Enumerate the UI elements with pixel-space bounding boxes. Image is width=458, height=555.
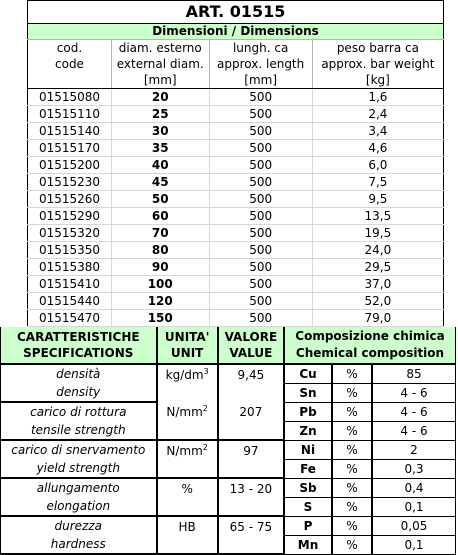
cell-diam: 150 xyxy=(111,310,209,327)
col-length-it: lungh. ca xyxy=(209,40,312,57)
cell-diam: 120 xyxy=(111,293,209,310)
spec-name-en: elongation xyxy=(1,497,157,516)
value-header-it: VALORE xyxy=(224,330,278,344)
cell-diam: 80 xyxy=(111,242,209,259)
cell-diam: 40 xyxy=(111,157,209,174)
col-diam-en: external diam. xyxy=(111,56,209,72)
chem-element: Cu xyxy=(285,364,332,384)
chem-unit: % xyxy=(332,422,372,441)
chem-value: 4 - 6 xyxy=(372,384,456,403)
cell-code: 01515350 xyxy=(28,242,112,259)
cell-code: 01515140 xyxy=(28,123,112,140)
spec-unit: $N/mm^2$ xyxy=(157,402,218,440)
chem-unit: % xyxy=(332,460,372,479)
table-row xyxy=(28,157,444,174)
chem-unit: % xyxy=(332,498,372,517)
spec-name-en: yield strength xyxy=(1,459,157,478)
chem-unit: % xyxy=(332,441,372,460)
specifications-table xyxy=(0,327,285,555)
chem-element: S xyxy=(285,498,332,517)
cell-code: 01515200 xyxy=(28,157,112,174)
cell-code: 01515380 xyxy=(28,259,112,276)
cell-diam: 30 xyxy=(111,123,209,140)
table-row xyxy=(28,191,444,208)
chem-row xyxy=(285,403,456,422)
chem-unit: % xyxy=(332,403,372,422)
cell-weight: 52,0 xyxy=(312,293,443,310)
cell-weight: 7,5 xyxy=(312,174,443,191)
cell-length: 500 xyxy=(209,259,312,276)
cell-code: 01515410 xyxy=(28,276,112,293)
spec-unit: HB xyxy=(157,516,218,554)
chem-row xyxy=(285,517,456,536)
table-row xyxy=(28,106,444,123)
chem-value: 0,1 xyxy=(372,536,456,555)
spec-header-en: SPECIFICATIONS xyxy=(23,346,134,360)
spec-name-en: density xyxy=(1,383,157,402)
cell-code: 01515440 xyxy=(28,293,112,310)
spec-name-it: durezza xyxy=(1,516,157,535)
chem-row xyxy=(285,384,456,403)
chem-unit: % xyxy=(332,536,372,555)
table-row xyxy=(28,276,444,293)
col-code-en: code xyxy=(28,56,112,72)
chem-row xyxy=(285,364,456,384)
cell-length: 500 xyxy=(209,174,312,191)
table-row xyxy=(28,259,444,276)
cell-weight: 29,5 xyxy=(312,259,443,276)
dimensions-subtitle: Dimensioni / Dimensions xyxy=(28,24,444,40)
chem-value: 0,05 xyxy=(372,517,456,536)
cell-code: 01515260 xyxy=(28,191,112,208)
chem-element: Mn xyxy=(285,536,332,555)
cell-length: 500 xyxy=(209,208,312,225)
cell-diam: 60 xyxy=(111,208,209,225)
cell-length: 500 xyxy=(209,242,312,259)
table-row xyxy=(28,140,444,157)
cell-length: 500 xyxy=(209,157,312,174)
chem-header xyxy=(285,327,456,364)
chem-unit: % xyxy=(332,364,372,384)
cell-diam: 25 xyxy=(111,106,209,123)
spec-header-it: CARATTERISTICHE xyxy=(16,330,140,344)
chem-value: 4 - 6 xyxy=(372,403,456,422)
chem-element: Zn xyxy=(285,422,332,441)
chem-value: 4 - 6 xyxy=(372,422,456,441)
col-weight-it: peso barra ca xyxy=(312,40,443,57)
chem-element: P xyxy=(285,517,332,536)
cell-diam: 50 xyxy=(111,191,209,208)
chem-element: Sn xyxy=(285,384,332,403)
chem-header-it: Composizione chimica xyxy=(295,329,445,343)
spec-header-unit xyxy=(157,327,218,364)
cell-weight: 13,5 xyxy=(312,208,443,225)
cell-weight: 9,5 xyxy=(312,191,443,208)
chem-unit: % xyxy=(332,384,372,403)
col-code-it: cod. xyxy=(28,40,112,57)
chem-value: 85 xyxy=(372,364,456,384)
spec-unit: % xyxy=(157,478,218,516)
cell-code: 01515080 xyxy=(28,89,112,106)
chem-value: 0,3 xyxy=(372,460,456,479)
spec-name-it: densità xyxy=(1,364,157,383)
cell-length: 500 xyxy=(209,225,312,242)
col-weight-unit: [kg] xyxy=(312,72,443,89)
table-row xyxy=(28,242,444,259)
spec-value: 97 xyxy=(218,440,284,478)
dimensions-table xyxy=(27,0,444,327)
cell-code: 01515320 xyxy=(28,225,112,242)
spec-unit: $kg/dm^3$ xyxy=(157,364,218,402)
table-row xyxy=(28,174,444,191)
chem-element: Pb xyxy=(285,403,332,422)
cell-diam: 90 xyxy=(111,259,209,276)
chem-value: 2 xyxy=(372,441,456,460)
col-length-en: approx. length xyxy=(209,56,312,72)
spec-name-en: hardness xyxy=(1,535,157,554)
chem-row xyxy=(285,536,456,555)
cell-diam: 35 xyxy=(111,140,209,157)
cell-weight: 19,5 xyxy=(312,225,443,242)
cell-length: 500 xyxy=(209,310,312,327)
chem-value: 0,1 xyxy=(372,498,456,517)
chem-value: 0,4 xyxy=(372,479,456,498)
article-title: ART. 01515 xyxy=(28,1,444,24)
chemical-composition-table xyxy=(285,327,456,555)
cell-weight: 4,6 xyxy=(312,140,443,157)
cell-code: 01515470 xyxy=(28,310,112,327)
chem-element: Fe xyxy=(285,460,332,479)
cell-weight: 37,0 xyxy=(312,276,443,293)
cell-length: 500 xyxy=(209,293,312,310)
spec-value: 13 - 20 xyxy=(218,478,284,516)
col-diam-unit: [mm] xyxy=(111,72,209,89)
cell-diam: 100 xyxy=(111,276,209,293)
spec-name-en: tensile strength xyxy=(1,421,157,440)
table-row xyxy=(28,293,444,310)
cell-length: 500 xyxy=(209,276,312,293)
table-row xyxy=(28,225,444,242)
spec-unit: $N/mm^2$ xyxy=(157,440,218,478)
cell-weight: 6,0 xyxy=(312,157,443,174)
chem-row xyxy=(285,460,456,479)
chem-row xyxy=(285,479,456,498)
cell-diam: 45 xyxy=(111,174,209,191)
cell-weight: 2,4 xyxy=(312,106,443,123)
chem-header-en: Chemical composition xyxy=(295,346,445,360)
table-row xyxy=(28,123,444,140)
cell-length: 500 xyxy=(209,123,312,140)
spec-value: 65 - 75 xyxy=(218,516,284,554)
chem-unit: % xyxy=(332,517,372,536)
cell-diam: 70 xyxy=(111,225,209,242)
chem-row xyxy=(285,441,456,460)
chem-unit: % xyxy=(332,479,372,498)
cell-weight: 1,6 xyxy=(312,89,443,106)
cell-length: 500 xyxy=(209,106,312,123)
table-row xyxy=(28,310,444,327)
spec-header-characteristics xyxy=(1,327,157,364)
cell-code: 01515170 xyxy=(28,140,112,157)
chem-row xyxy=(285,422,456,441)
table-row xyxy=(28,208,444,225)
chem-element: Ni xyxy=(285,441,332,460)
col-code-unit xyxy=(28,72,112,89)
unit-header-it: UNITA' xyxy=(164,330,210,344)
chem-row xyxy=(285,498,456,517)
col-weight-en: approx. bar weight xyxy=(312,56,443,72)
spec-header-value xyxy=(218,327,284,364)
spec-name-it: carico di rottura xyxy=(1,402,157,421)
spec-name-it: allungamento xyxy=(1,478,157,497)
cell-length: 500 xyxy=(209,191,312,208)
spec-value: 207 xyxy=(218,402,284,440)
cell-weight: 3,4 xyxy=(312,123,443,140)
spec-value: 9,45 xyxy=(218,364,284,402)
col-length-unit: [mm] xyxy=(209,72,312,89)
spec-name-it: carico di snervamento xyxy=(1,440,157,459)
cell-length: 500 xyxy=(209,140,312,157)
cell-code: 01515230 xyxy=(28,174,112,191)
cell-weight: 24,0 xyxy=(312,242,443,259)
table-row xyxy=(28,89,444,106)
cell-code: 01515110 xyxy=(28,106,112,123)
cell-code: 01515290 xyxy=(28,208,112,225)
chem-element: Sb xyxy=(285,479,332,498)
cell-diam: 20 xyxy=(111,89,209,106)
col-diam-it: diam. esterno xyxy=(111,40,209,57)
cell-length: 500 xyxy=(209,89,312,106)
unit-header-en: UNIT xyxy=(170,346,204,360)
cell-weight: 79,0 xyxy=(312,310,443,327)
value-header-en: VALUE xyxy=(229,346,273,360)
